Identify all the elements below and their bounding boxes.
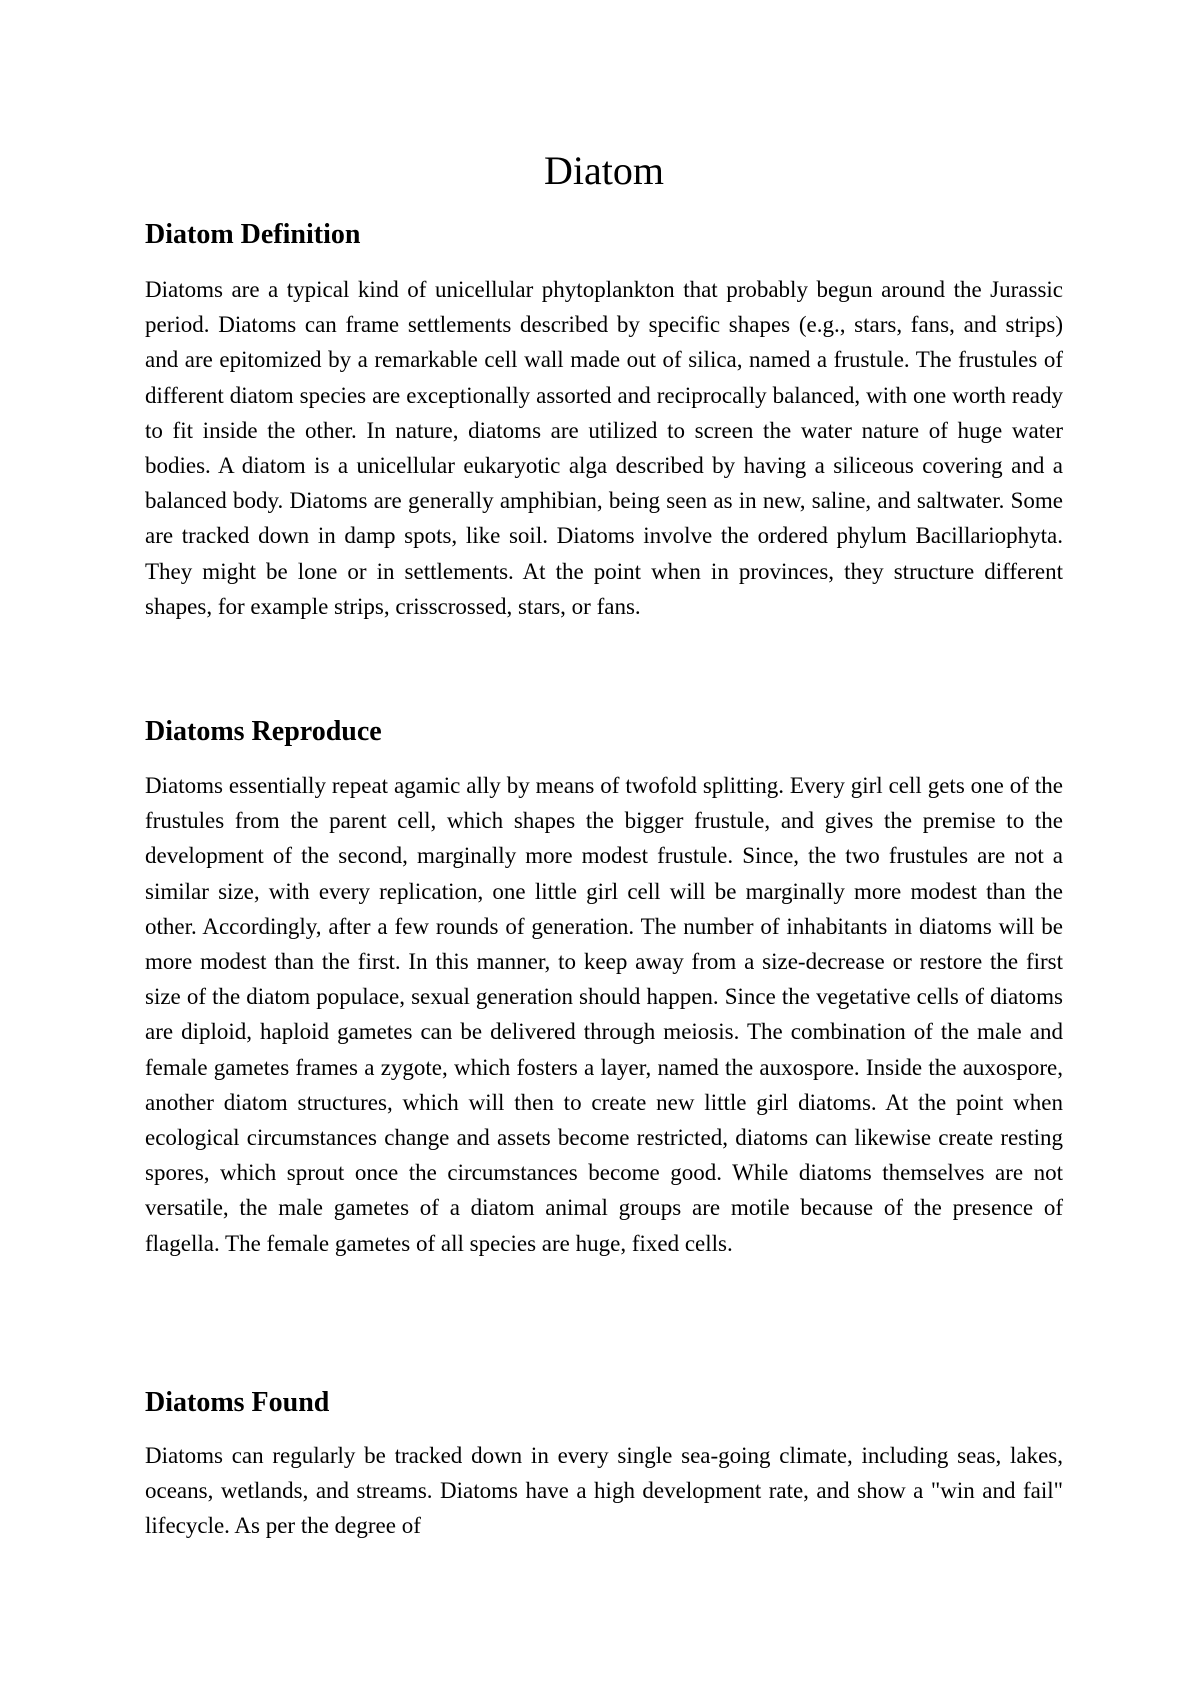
document-title: Diatom bbox=[544, 148, 664, 193]
section-heading-found: Diatoms Found bbox=[145, 1387, 330, 1418]
section-heading-definition: Diatom Definition bbox=[145, 219, 361, 250]
section-paragraph-definition: Diatoms are a typical kind of unicellular phytoplankton that probably begun around the Jurassic period. Diatoms can frame settlements described by specific shapes (e.g., stars, fans, and strips) and are epitomized by a remarkable cell wall made out of silica, named a frustule. The frustules of different diatom species are exceptionally assorted and reciprocally balanced, with one worth ready to fit inside the other. In nature, diatoms are utilized to screen the water nature of huge water bodies. A diatom is a unicellular eukaryotic alga described by having a siliceous covering and a balanced body. Diatoms are generally amphibian, being seen as in new, saline, and saltwater. Some are tracked down in damp spots, like soil. Diatoms involve the ordered phylum Bacillariophyta. They might be lone or in settlements. At the point when in provinces, they structure different shapes, for example strips, crisscrossed, stars, or fans. bbox=[145, 277, 1063, 619]
section-paragraph-found: Diatoms can regularly be tracked down in every single sea-going climate, including seas, lakes, oceans, wetlands, and streams. Diatoms have a high development rate, and show a "win and fail" lifecycle. As per the degree of bbox=[145, 1443, 1063, 1539]
section-paragraph-reproduce: Diatoms essentially repeat agamic ally by means of twofold splitting. Every girl cell gets one of the frustules from the parent cell, which shapes the bigger frustule, and gives the premise to the development of the second, marginally more modest frustule. Since, the two frustules are not a similar size, with every replication, one little girl cell will be marginally more modest than the other. Accordingly, after a few rounds of generation. The number of inhabitants in diatoms will be more modest than the first. In this manner, to keep away from a size-decrease or restore the first size of the diatom populace, sexual generation should happen. Since the vegetative cells of diatoms are diploid, haploid gametes can be delivered through meiosis. The combination of the male and female gametes frames a zygote, which fosters a layer, named the auxospore. Inside the auxospore, another diatom structures, which will then to create new little girl diatoms. At the point when ecological circumstances change and assets become restricted, diatoms can likewise create resting spores, which sprout once the circumstances become good. While diatoms themselves are not versatile, the male gametes of a diatom animal groups are motile because of the presence of flagella. The female gametes of all species are huge, fixed cells. bbox=[145, 773, 1063, 1256]
section-heading-reproduce: Diatoms Reproduce bbox=[145, 716, 382, 747]
